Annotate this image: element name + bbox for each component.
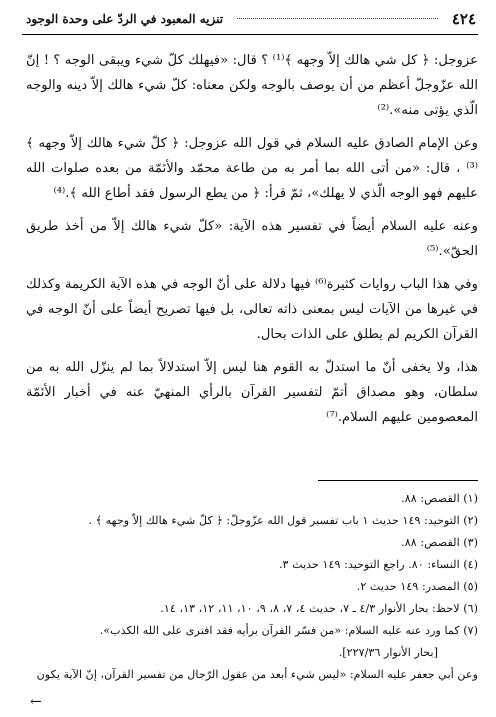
footnote: (٣) القصص: ٨٨. <box>401 536 478 549</box>
main-text <box>26 48 478 438</box>
footnote: (٥) المصدر: ١٤٩ حديث ٢. <box>356 580 478 593</box>
paragraph-4: وفي هذا الباب روايات كثيرة⁽⁶⁾ فيها دلالة على أنّ الوجه في هذه الآية الكريمة وكذلك في غيرها من الآيات ليس بمعنى ذاته تعالى، بل فيها تصريح أيضاً على أنّ الوجه في القرآن الكريم لم يطلق على الذات بحال. <box>26 277 478 342</box>
footnote: (١) القصص: ٨٨. <box>401 492 478 505</box>
footnote: (٤) النساء: ٨٠. راجع التوحيد: ١٤٩ حديث ٣. <box>278 558 478 571</box>
paragraph-1: عزوجل: ﴿ كل شي هالك إلاّ وجهه ﴾⁽¹⁾ ؟ قال: «فيهلك كلّ شيء ويبقى الوجه ؟ ! إنّ الله عزّوجلّ أعظم من أن يوصف بالوجه ولكن معناه: كلّ شيء هالك إلاّ دينه والوجه الّذي يؤتى منه».⁽²⁾ <box>26 53 479 118</box>
paragraph-2: وعن الإمام الصادق عليه السلام في قول الله عزوجل: ﴿ كلّ شيء هالك إلاّ وجهه ﴾⁽³⁾ ، قال: «من أتى الله بما أمر به من طاعة محمّد والأئمّة من بعده صلوات الله عليهم فهو الوجه الّذي لا يهلك»، ثمّ قرأ: ﴿ من يطع الرسول فقد أطاع الله ﴾.⁽⁴⁾ <box>26 136 478 201</box>
footnote: (٦) لاحظ: بحار الأنوار ٤/٣ ـ ٧، حديث ٤، ٧، ٨، ٩، ١٠، ١١، ١٢، ١٣، ١٤. <box>160 602 478 615</box>
footnote: (٧) كما ورد عنه عليه السلام: «من فسّر القرآن برأيه فقد افترى على الله الكذب». <box>99 624 478 637</box>
footnote-citation: [بحار الأنوار ٢٢٧/٣٦]. <box>338 646 438 659</box>
running-title: تنزيه المعبود في الردّ على وحدة الوجود <box>26 12 224 26</box>
page-number: ٤٢٤ <box>451 10 476 28</box>
running-header <box>22 8 478 35</box>
footnotes <box>26 488 478 686</box>
paragraph-3: وعنه عليه السلام أيضاً في تفسير هذه الآية: «كلّ شيء هالك إلاّ من أخذ طريق الحقّ».⁽⁵⁾ <box>26 219 478 259</box>
continuation-arrow-icon: ← <box>30 694 42 710</box>
footnote-separator <box>318 480 478 481</box>
footnote: (٢) التوحيد: ١٤٩ حديث ١ باب تفسير قول الله عزّوجلّ: ﴿ كلّ شيء هالك إلاّ وجهه ﴾ . <box>88 514 478 527</box>
header-dotted-leader <box>237 18 438 19</box>
footnote-continuation: وعن أبي جعفر عليه السلام: «ليس شيء أبعد من عقول الرّجال من تفسير القرآن، إنّ الآية يكون <box>36 668 478 681</box>
paragraph-5: هذا، ولا يخفى أنّ ما استدلّ به القوم هنا ليس إلاّ استدلالاً بما لم ينزّل الله به من سلطان، وهو مصداق أتمّ لتفسير القرآن بالرأي المنهيّ عنه في أخبار الأئمّة المعصومين عليهم السلام.⁽⁷⁾ <box>26 360 478 425</box>
